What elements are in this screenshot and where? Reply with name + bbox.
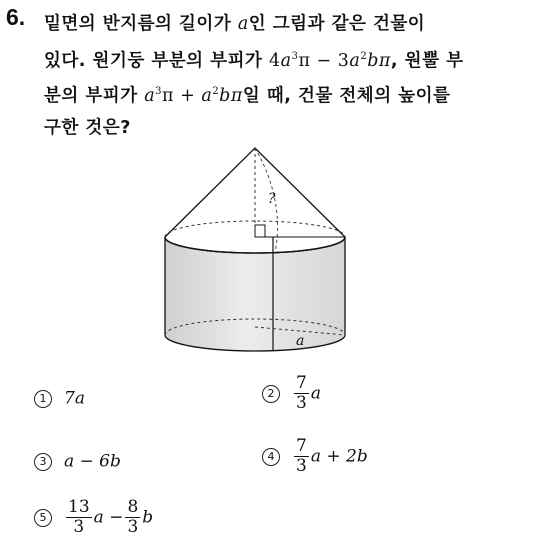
choice-3[interactable]: 3 a − 6b	[34, 451, 121, 472]
choice-1[interactable]: 1 7a	[34, 388, 85, 409]
building-figure	[150, 140, 360, 360]
question-text: 인 그림과 같은 건물이	[248, 14, 426, 34]
question-number: 6.	[6, 4, 26, 30]
cylinder-body	[165, 237, 345, 351]
choice-marker: 3	[34, 453, 52, 471]
choice-2[interactable]: 2 $\frac{7}{3}$ a	[262, 374, 321, 413]
unknown-height-label: ?	[268, 191, 276, 207]
choice-marker: 1	[34, 390, 52, 408]
question-text: 일 때, 건물 전체의 높이를	[242, 86, 451, 106]
question-line-1	[44, 10, 425, 35]
fraction: $\frac{7}{3}$	[296, 373, 307, 413]
fraction: $\frac{13}{3}$	[68, 497, 90, 537]
choice-marker: 4	[262, 448, 280, 466]
fraction: $\frac{7}{3}$	[296, 436, 307, 476]
question-text: 있다. 원기둥 부분의 부피가	[44, 51, 263, 71]
question-text: 밑면의 반지름의 길이가	[44, 14, 232, 34]
choice-marker: 5	[34, 509, 52, 527]
question-line-2	[44, 47, 463, 72]
question-text: , 원뿔 부	[390, 51, 464, 71]
choice-4[interactable]: 4 $\frac{7}{3}$ a + 2b	[262, 437, 368, 476]
question-line-4: 구한 것은?	[44, 118, 131, 138]
cone-volume-expression: $a^3\pi + a^2b\pi$	[144, 86, 243, 106]
cylinder-volume-expression: $4a^3\pi - 3a^2b\pi$	[268, 51, 391, 71]
choice-marker: 2	[262, 385, 280, 403]
question-text: 분의 부피가	[44, 86, 138, 106]
fraction: $\frac{8}{3}$	[127, 497, 139, 537]
radius-variable: a	[237, 14, 249, 34]
question-line-3	[44, 82, 450, 107]
radius-label: a	[296, 333, 305, 349]
choice-5[interactable]: 5 $\frac{13}{3}$ a − $\frac{8}{3}$ b	[34, 498, 153, 537]
